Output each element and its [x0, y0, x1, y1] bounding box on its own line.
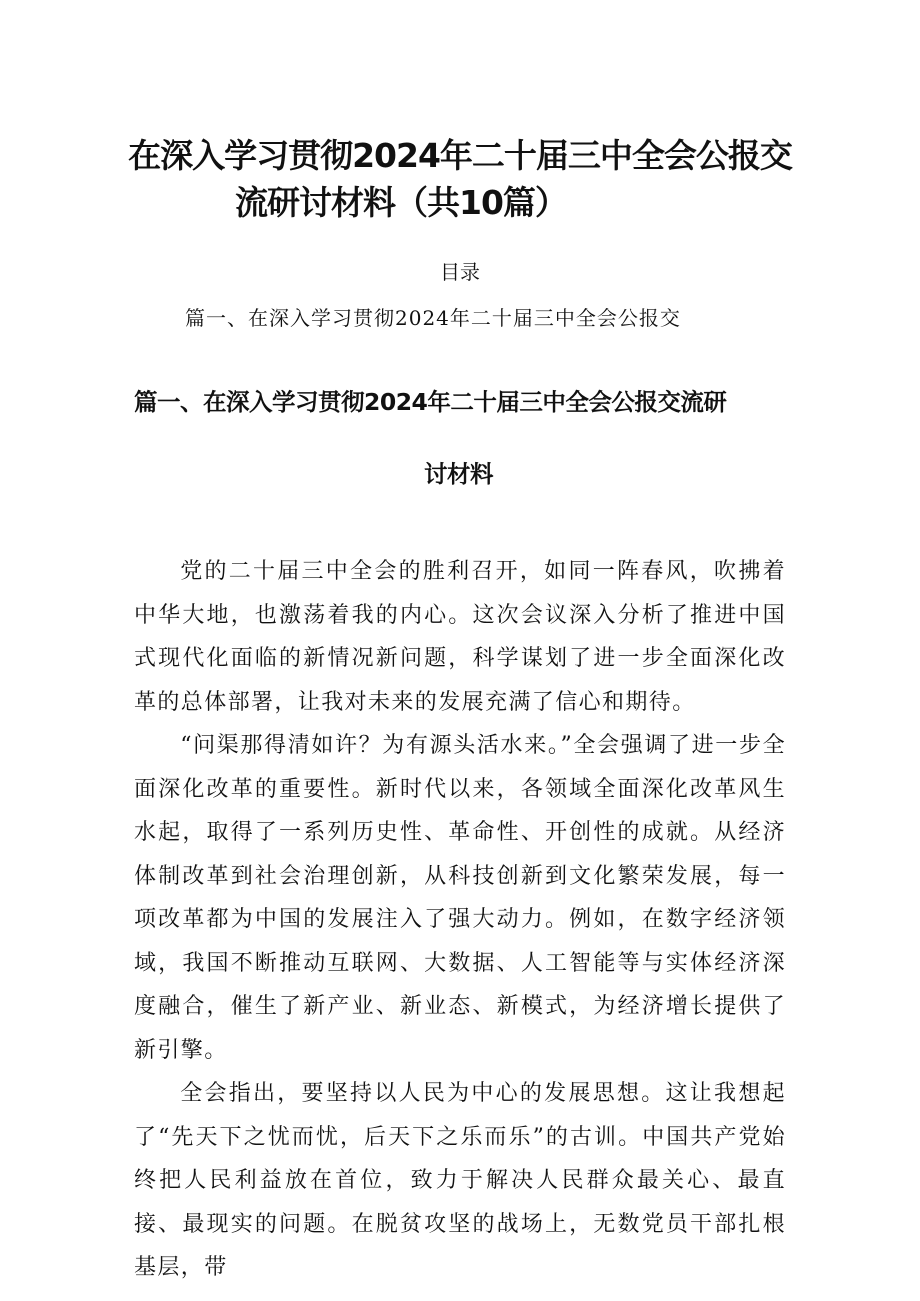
document-title-line-1: 在深入学习贯彻2024年二十届三中全会公报交: [128, 136, 792, 175]
paragraph: “问渠那得清如许？为有源头活水来。”全会强调了进一步全面深化改革的重要性。新时代以来，各领域全面深化改革风生水起，取得了一系列历史性、革命性、开创性的成就。从经济体制改革到社会治理创新，从科技创新到文化繁荣发展，每一项改革都为中国的发展注入了强大动力。例如，在数字经济领域，我国不断推动互联网、大数据、人工智能等与实体经济深度融合，催生了新产业、新业态、新模式，为经济增长提供了新引擎。: [134, 733, 786, 1063]
section-title-line-2: 讨材料: [424, 460, 493, 488]
document-title: [120, 132, 800, 226]
toc-heading: 目录: [440, 260, 480, 284]
body-text: [134, 550, 786, 1290]
paragraph: 党的二十届三中全会的胜利召开，如同一阵春风，吹拂着中华大地，也激荡着我的内心。这次会议深入分析了推进中国式现代化面临的新情况新问题，科学谋划了进一步全面深化改革的总体部署，让我对未来的发展充满了信心和期待。: [134, 559, 786, 715]
section-title-line-1: 篇一、在深入学习贯彻2024年二十届三中全会公报交流研: [134, 388, 727, 416]
paragraph: 全会指出，要坚持以人民为中心的发展思想。这让我想起了“先天下之忧而忧，后天下之乐而乐”的古训。中国共产党始终把人民利益放在首位，致力于解决人民群众最关心、最直接、最现实的问题。在脱贫攻坚的战场上，无数党员干部扎根基层，带: [134, 1081, 786, 1280]
toc-item[interactable]: 篇一、在深入学习贯彻2024年二十届三中全会公报交: [185, 306, 681, 330]
section-title: [134, 386, 794, 490]
document-title-line-2: 流研讨材料（共10篇）: [235, 183, 567, 222]
